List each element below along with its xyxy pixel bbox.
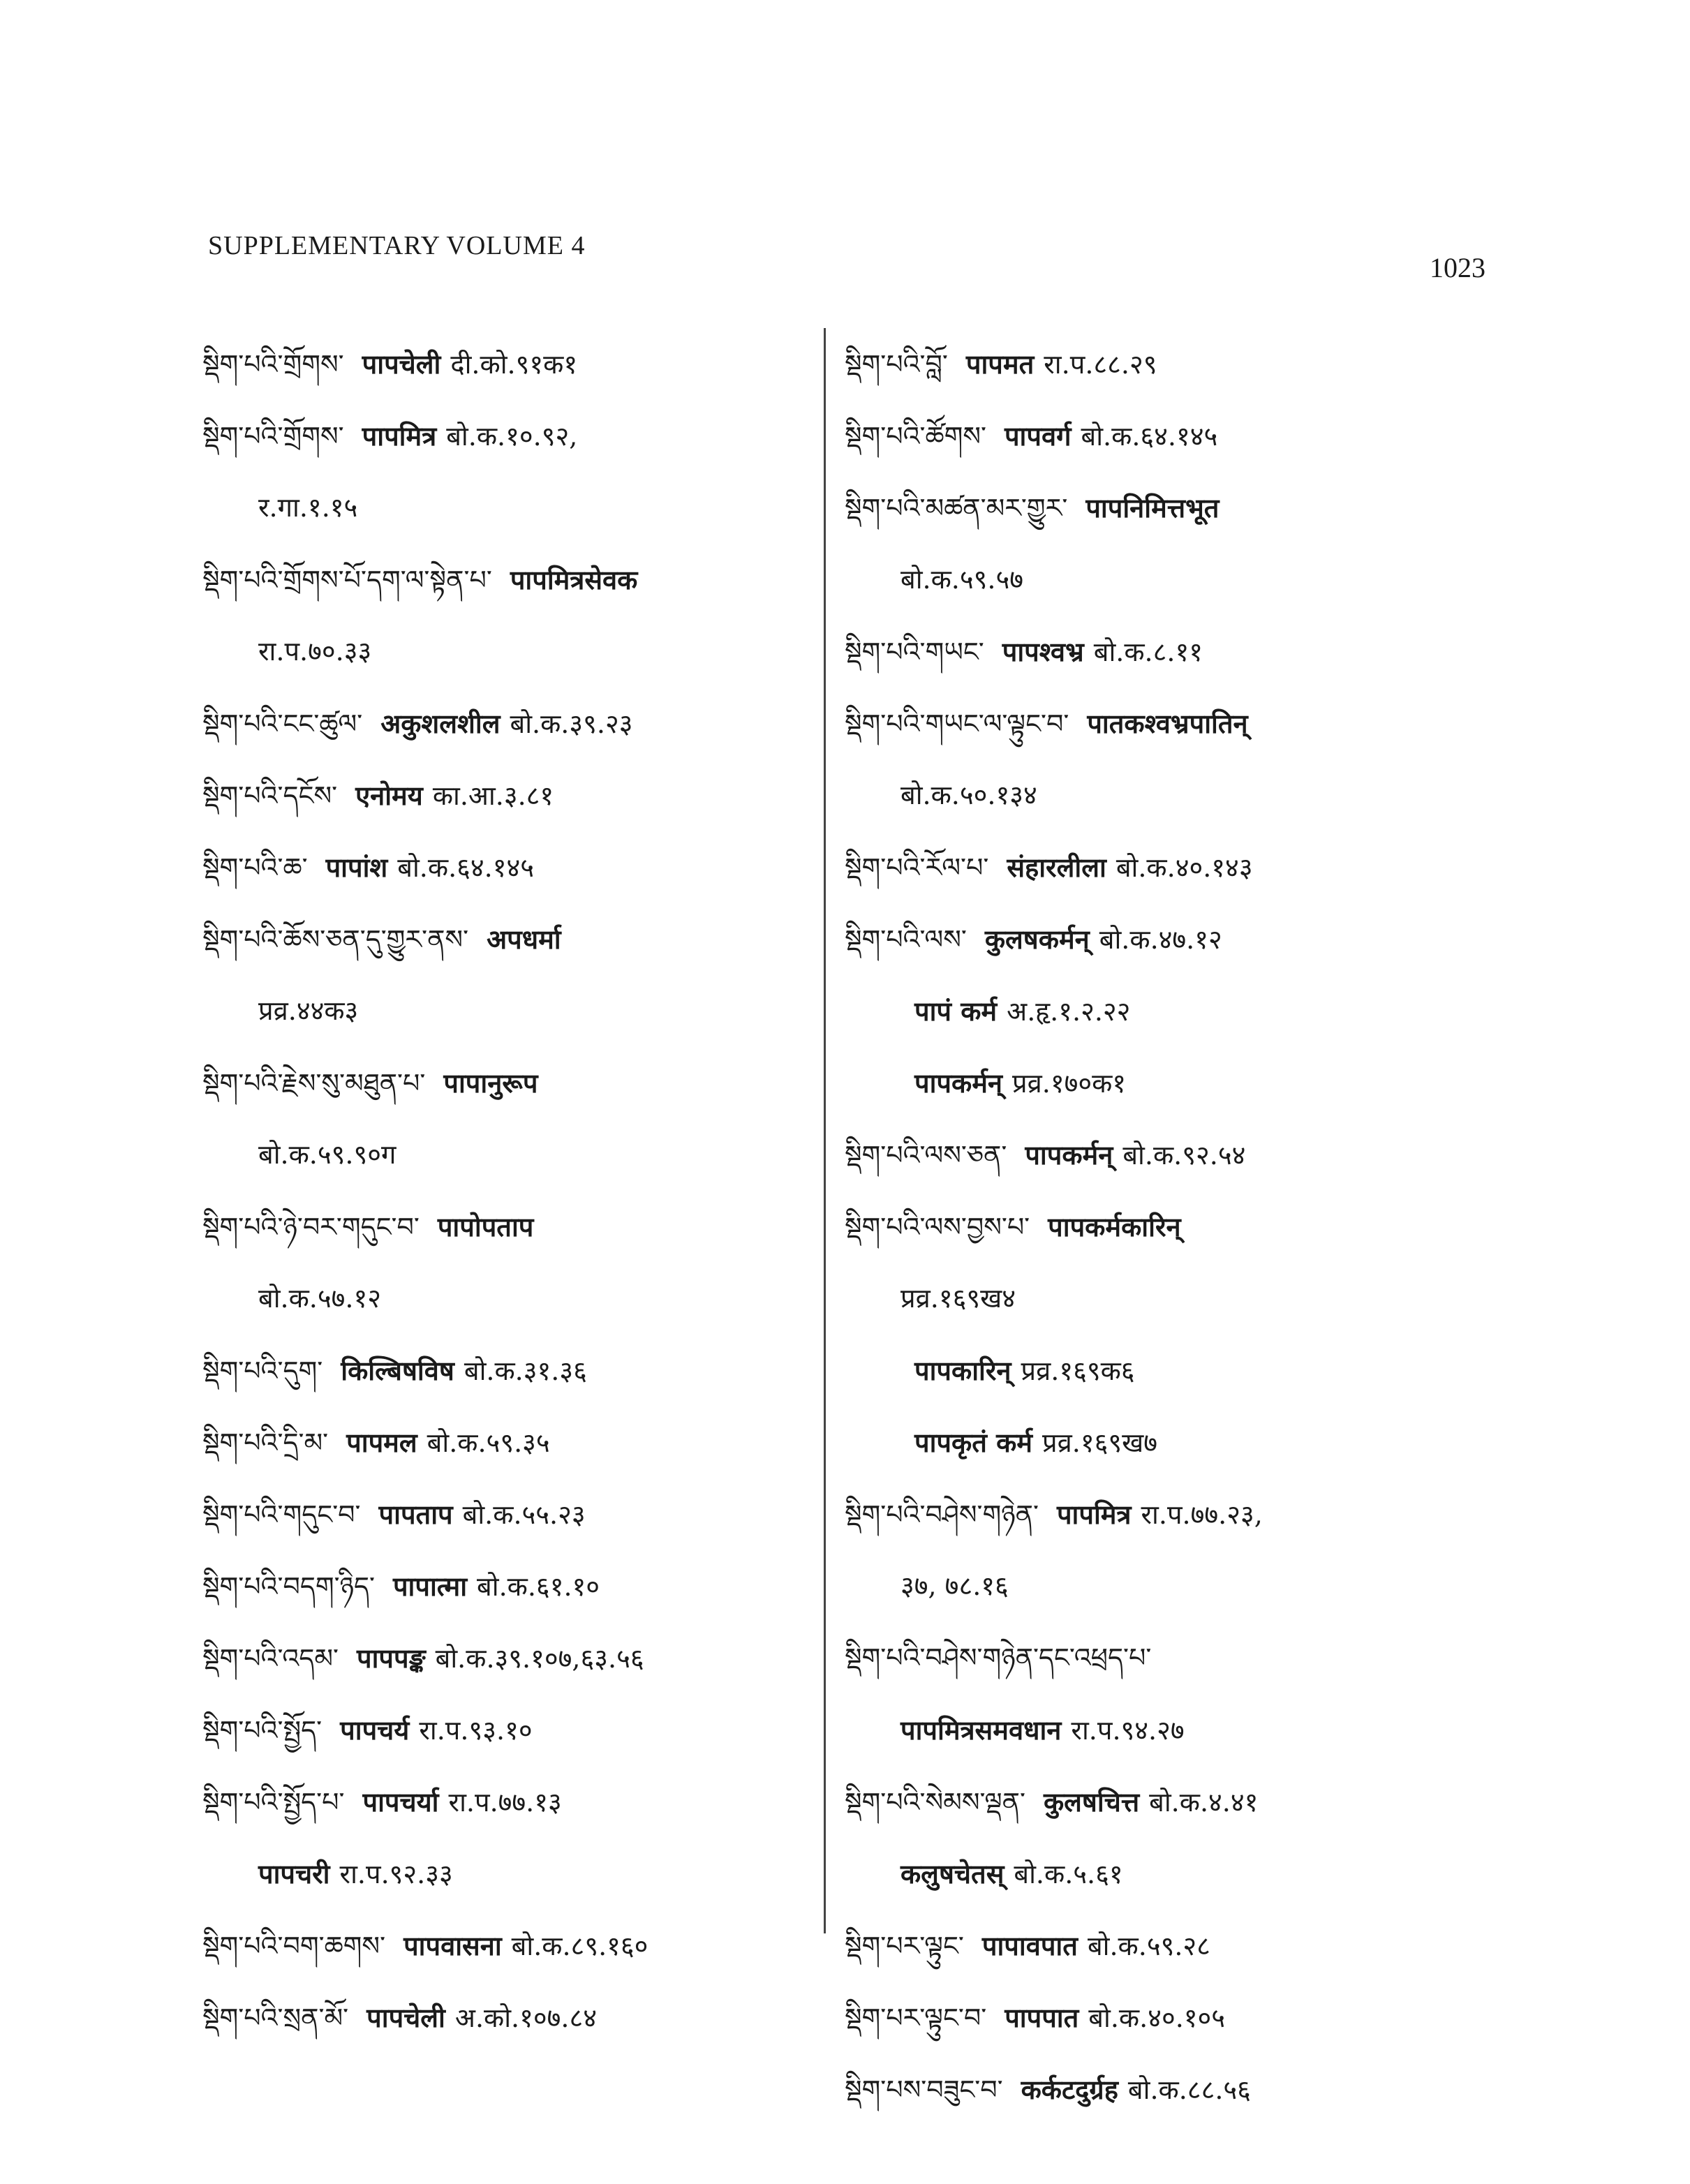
dictionary-entry — [845, 903, 1459, 975]
dictionary-entry — [202, 831, 817, 903]
dictionary-entry — [845, 1982, 1459, 2053]
source-reference: बो.क.६१.१० — [477, 1571, 600, 1602]
sanskrit-term: पापकर्मन् — [914, 1067, 1003, 1099]
sanskrit-term: अपधर्मा — [487, 923, 561, 955]
sanskrit-term: पापचर्य — [340, 1714, 410, 1746]
sanskrit-term: अकुशलशील — [380, 708, 501, 739]
tibetan-term: སྡིག་པའི་ངང་ཚུལ་ — [202, 708, 363, 739]
tibetan-term: སྡིག་པའི་དུག་ — [202, 1355, 323, 1386]
sanskrit-term: पातकश्वभ्रपातिन् — [1087, 708, 1248, 739]
column-divider — [824, 328, 826, 1933]
page-number: 1023 — [1430, 252, 1485, 283]
tibetan-term: སྡིག་པའི་ཉེ་བར་གདུང་བ་ — [202, 1212, 420, 1242]
sanskrit-term: पापपङ्क — [356, 1642, 426, 1674]
source-reference: रा.प.८८.२९ — [1044, 349, 1157, 380]
tibetan-term: སྡིག་པའི་སྤྱོད་ — [202, 1715, 323, 1746]
dictionary-entry — [202, 688, 817, 759]
dictionary-entry — [202, 1406, 817, 1478]
sanskrit-term: कुलषकर्मन् — [984, 923, 1090, 955]
source-reference: बो.क.४०.१४३ — [1115, 852, 1253, 883]
sanskrit-term: संहारलीला — [1007, 852, 1106, 883]
sanskrit-term: पापचर्या — [362, 1786, 439, 1818]
sanskrit-term: पापताप — [378, 1499, 453, 1530]
source-reference: बो.क.४.४१ — [1149, 1787, 1259, 1818]
source-reference: दी.को.९१क१ — [450, 349, 578, 380]
dictionary-entry — [845, 400, 1459, 472]
sanskrit-term: पापावपात — [981, 1930, 1078, 1961]
tibetan-term: སྡིག་པའི་མཚན་མར་གྱུར་ — [845, 493, 1068, 523]
sanskrit-term: पापचेली — [366, 2002, 445, 2033]
tibetan-term: སྡིག་པའི་རོལ་པ་ — [845, 852, 989, 883]
right-column — [845, 328, 1459, 2125]
source-reference: प्रव्र.४४क३ — [258, 995, 359, 1026]
source-reference: रा.प.९४.२७ — [1071, 1715, 1185, 1746]
dictionary-entry — [202, 1910, 817, 1982]
source-reference: बो.क.३९.१०७,६३.५६ — [435, 1643, 644, 1674]
source-reference: बो.क.५५.२३ — [462, 1499, 586, 1530]
dictionary-entry — [202, 1263, 817, 1335]
dictionary-entry — [202, 1119, 817, 1191]
tibetan-term: སྡིག་པའི་ཚོགས་ — [845, 421, 986, 452]
sanskrit-term: पापमत — [965, 348, 1035, 380]
source-reference: बो.क.५९.९०ग — [258, 1139, 396, 1170]
sanskrit-term: पापवासना — [403, 1930, 502, 1961]
tibetan-term: སྡིག་པའི་རྗེས་སུ་མཐུན་པ་ — [202, 1068, 426, 1099]
tibetan-term: སྡིག་པའི་ལས་ཅན་ — [845, 1140, 1007, 1171]
tibetan-term: སྡིག་པའི་གཡང་ — [845, 637, 984, 667]
source-reference: र.गा.१.१५ — [258, 492, 358, 523]
sanskrit-term: पापमित्र — [1056, 1499, 1132, 1530]
source-reference: बो.क.१०.९२, — [446, 421, 578, 452]
tibetan-term: སྡིག་པའི་བག་ཆགས་ — [202, 1931, 386, 1961]
tibetan-term: སྡིག་པའི་གཡང་ལ་ལྟུང་བ་ — [845, 708, 1069, 739]
dictionary-entry — [845, 1263, 1459, 1335]
dictionary-entry — [202, 1478, 817, 1550]
sanskrit-term: कर्कटदुर्ग्रह — [1021, 2074, 1118, 2105]
tibetan-term: སྡིག་པའི་ལས་བྱས་པ་ — [845, 1212, 1030, 1242]
sanskrit-term: पापकर्मन् — [1025, 1139, 1113, 1171]
sanskrit-term: पापवर्ग — [1004, 420, 1072, 452]
dictionary-entry — [845, 1406, 1459, 1478]
source-reference: बो.क.३१.३६ — [464, 1355, 587, 1386]
sanskrit-term: पापमल — [346, 1427, 417, 1458]
dictionary-entry — [202, 616, 817, 688]
tibetan-term: སྡིག་པའི་དངོས་ — [202, 780, 338, 811]
source-reference: बो.क.४७.१२ — [1099, 924, 1222, 955]
dictionary-entry — [845, 1550, 1459, 1622]
sanskrit-term: पापांश — [325, 852, 388, 883]
source-reference: प्रव्र.१७०क१ — [1012, 1068, 1127, 1099]
source-reference: रा.प.७७.२३, — [1141, 1499, 1263, 1530]
tibetan-term: སྡིག་པའི་གྲོགས་ — [202, 421, 344, 452]
source-reference: बो.क.६४.१४५ — [397, 852, 535, 883]
source-reference: बो.क.८९.१६० — [511, 1931, 648, 1961]
tibetan-term: སྡིག་པར་ལྟུང་བ་ — [845, 2003, 987, 2033]
dictionary-entry — [845, 1191, 1459, 1263]
tibetan-term: སྡིག་པའི་གྲོགས་པོ་དག་ལ་སྟེན་པ་ — [202, 565, 492, 595]
running-header: SUPPLEMENTARY VOLUME 4 — [208, 231, 586, 260]
sanskrit-term: पापमित्रसेवक — [510, 564, 638, 595]
dictionary-entry — [845, 1622, 1459, 1694]
dictionary-entry — [202, 1622, 817, 1694]
dictionary-entry — [845, 328, 1459, 400]
tibetan-term: སྡིག་པའི་འདམ་ — [202, 1643, 339, 1674]
left-column — [202, 328, 817, 2053]
source-reference: बो.क.५९.५७ — [900, 564, 1024, 595]
dictionary-entry — [202, 544, 817, 616]
tibetan-term: སྡིག་པའི་ལས་ — [845, 924, 967, 955]
tibetan-term: སྡིག་པའི་བློ་ — [845, 349, 948, 380]
source-reference: रा.प.९२.३३ — [339, 1859, 453, 1889]
dictionary-entry — [202, 400, 817, 472]
sanskrit-term: पापमित्र — [362, 420, 437, 452]
sanskrit-term: पापकृतं कर्म — [914, 1427, 1032, 1458]
sanskrit-term: पापात्मा — [392, 1570, 468, 1602]
sanskrit-term: एनोमय — [355, 780, 423, 811]
tibetan-term: སྡིག་པའི་གདུང་བ་ — [202, 1499, 361, 1530]
tibetan-term: སྡིག་པའི་སྲན་མོ་ — [202, 2003, 349, 2033]
tibetan-term: སྡིག་པར་ལྟུང་ — [845, 1931, 964, 1961]
dictionary-entry — [845, 975, 1459, 1047]
sanskrit-term: पापनिमित्तभूत — [1085, 492, 1220, 523]
dictionary-entry — [845, 1119, 1459, 1191]
sanskrit-term: पापं कर्म — [914, 995, 998, 1027]
dictionary-entry — [845, 1838, 1459, 1910]
source-reference: प्रव्र.१६९ख७ — [1042, 1427, 1157, 1458]
source-reference: बो.क.५.६१ — [1014, 1859, 1123, 1889]
source-reference: बो.क.९२.५४ — [1122, 1140, 1246, 1171]
tibetan-term: སྡིག་པའི་བཤེས་གཉེན་ — [845, 1499, 1039, 1530]
sanskrit-term: पापकर्मकारिन् — [1048, 1211, 1181, 1242]
dictionary-entry — [202, 1694, 817, 1766]
sanskrit-term: पापचरी — [258, 1858, 330, 1889]
dictionary-entry — [202, 903, 817, 975]
dictionary-entry — [845, 544, 1459, 616]
sanskrit-term: पापोपताप — [437, 1211, 534, 1242]
dictionary-entry — [202, 1335, 817, 1406]
source-reference: अ.को.१०७.८४ — [454, 2003, 598, 2033]
sanskrit-term: कलुषचेतस् — [900, 1858, 1005, 1889]
source-reference: बो.क.४०.१०५ — [1088, 2003, 1226, 2033]
tibetan-term: སྡིག་པས་བཟུང་བ་ — [845, 2074, 1003, 2105]
dictionary-entry — [202, 1550, 817, 1622]
tibetan-term: སྡིག་པའི་སྤྱོད་པ་ — [202, 1787, 345, 1818]
dictionary-entry — [202, 975, 817, 1047]
dictionary-entry — [845, 1335, 1459, 1406]
sanskrit-term: पापमित्रसमवधान — [900, 1714, 1062, 1746]
source-reference: बो.क.५०.१३४ — [900, 780, 1037, 810]
source-reference: बो.क.५७.१२ — [258, 1283, 382, 1314]
dictionary-entry — [202, 1766, 817, 1838]
source-reference: ३७, ७८.१६ — [900, 1570, 1009, 1601]
sanskrit-term: पापश्वभ्र — [1002, 636, 1084, 667]
dictionary-entry — [202, 759, 817, 831]
source-reference: का.आ.३.८१ — [432, 780, 554, 811]
dictionary-entry — [845, 1910, 1459, 1982]
dictionary-entry — [845, 616, 1459, 688]
source-reference: बो.क.५९.२८ — [1087, 1931, 1210, 1961]
sanskrit-term: पापानुरूप — [443, 1067, 538, 1099]
tibetan-term: སྡིག་པའི་གྲོགས་ — [202, 349, 344, 380]
dictionary-entry — [845, 1766, 1459, 1838]
dictionary-entry — [845, 2053, 1459, 2125]
source-reference: बो.क.५९.३५ — [427, 1427, 550, 1458]
tibetan-term: སྡིག་པའི་ཆོས་ཅན་དུ་གྱུར་ནས་ — [202, 924, 469, 955]
sanskrit-term: पापकारिन् — [914, 1355, 1011, 1386]
tibetan-term: སྡིག་པའི་བདག་ཉིད་ — [202, 1571, 375, 1602]
sanskrit-term: किल्बिषविष — [341, 1355, 454, 1386]
dictionary-entry — [202, 1191, 817, 1263]
sanskrit-term: कुलषचित्त — [1043, 1786, 1140, 1818]
dictionary-entry — [845, 759, 1459, 831]
source-reference: प्रव्र.१६९ख४ — [900, 1283, 1016, 1314]
dictionary-entry — [845, 831, 1459, 903]
source-reference: अ.हृ.१.२.२२ — [1007, 996, 1131, 1027]
dictionary-entry — [202, 328, 817, 400]
source-reference: प्रव्र.१६९क६ — [1021, 1355, 1135, 1386]
tibetan-term: སྡིག་པའི་སེམས་ལྡན་ — [845, 1787, 1025, 1818]
dictionary-entry — [202, 1982, 817, 2053]
source-reference: रा.प.९३.१० — [419, 1715, 533, 1746]
dictionary-entry — [202, 1047, 817, 1119]
dictionary-entry — [202, 1838, 817, 1910]
source-reference: रा.प.७७.१३ — [448, 1787, 562, 1818]
source-reference: बो.क.३९.२३ — [510, 708, 633, 739]
tibetan-term: སྡིག་པའི་དྲི་མ་ — [202, 1427, 329, 1458]
dictionary-entry — [845, 1047, 1459, 1119]
tibetan-term: སྡིག་པའི་བཤེས་གཉེན་དང་འཕྲད་པ་ — [845, 1642, 1152, 1673]
source-reference: बो.क.८८.५६ — [1127, 2074, 1251, 2105]
dictionary-entry — [845, 1694, 1459, 1766]
source-reference: बो.क.६४.१४५ — [1081, 421, 1218, 452]
dictionary-entry — [845, 688, 1459, 759]
dictionary-entry — [845, 472, 1459, 544]
dictionary-entry — [845, 1478, 1459, 1550]
sanskrit-term: पापपात — [1005, 2002, 1079, 2033]
tibetan-term: སྡིག་པའི་ཆ་ — [202, 852, 308, 883]
source-reference: बो.क.८.११ — [1093, 637, 1203, 667]
source-reference: रा.प.७०.३३ — [258, 636, 372, 667]
dictionary-entry — [202, 472, 817, 544]
sanskrit-term: पापचेली — [362, 348, 441, 380]
